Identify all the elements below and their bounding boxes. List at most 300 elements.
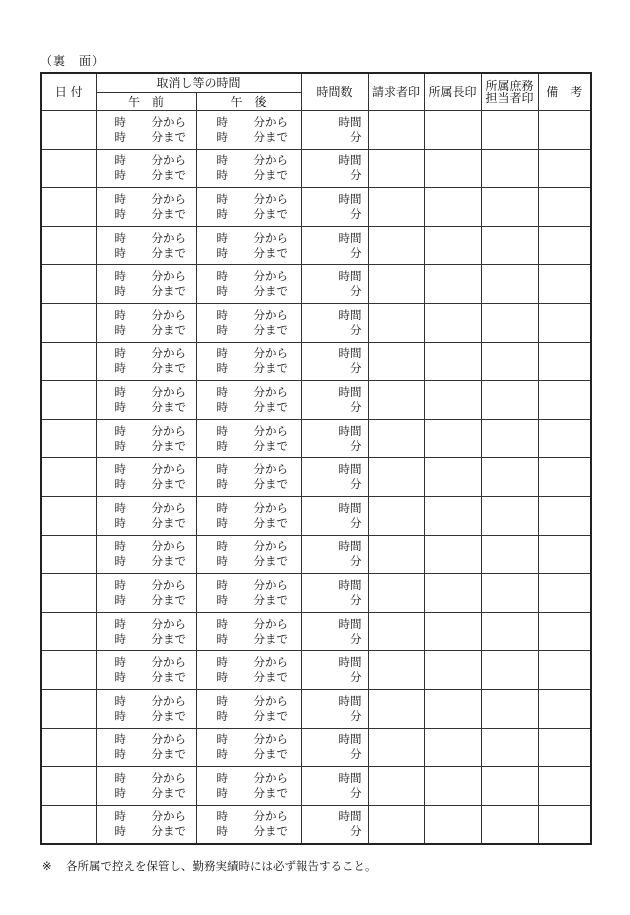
hour-unit: 時 (216, 384, 228, 399)
table-body (41, 111, 591, 844)
remarks-cell[interactable] (538, 342, 591, 381)
hour-unit: 時 (216, 747, 228, 762)
pm-time-cell[interactable] (196, 574, 301, 613)
minute-from-unit: 分から (151, 693, 186, 708)
requester-seal-cell[interactable] (368, 265, 424, 304)
hour-unit: 時 (114, 269, 126, 284)
dept-head-seal-cell[interactable] (424, 574, 481, 613)
table-row (41, 188, 591, 227)
dept-head-seal-cell[interactable] (424, 188, 481, 227)
requester-seal-cell[interactable] (368, 303, 424, 342)
time-to-line (197, 400, 301, 415)
pm-time-cell[interactable] (196, 381, 301, 420)
remarks-cell[interactable] (538, 535, 591, 574)
minute-to-unit: 分まで (151, 747, 186, 762)
dept-head-seal-cell[interactable] (424, 303, 481, 342)
am-time-cell[interactable] (96, 303, 196, 342)
hours-cell[interactable] (301, 226, 368, 265)
hour-unit: 時 (114, 747, 126, 762)
remarks-cell[interactable] (538, 767, 591, 806)
time-to-line (197, 207, 301, 222)
am-time-cell[interactable] (96, 728, 196, 767)
minute-to-unit: 分まで (253, 438, 288, 453)
admin-seal-cell[interactable] (481, 149, 538, 188)
minutes-unit: 分 (350, 438, 362, 453)
requester-seal-cell[interactable] (368, 689, 424, 728)
hours-unit: 時間 (338, 384, 362, 399)
minute-from-unit: 分から (151, 577, 186, 592)
hours-cell[interactable] (301, 458, 368, 497)
pm-time-cell[interactable] (196, 767, 301, 806)
minutes-unit: 分 (350, 708, 362, 723)
date-cell[interactable] (41, 496, 96, 535)
date-cell[interactable] (41, 149, 96, 188)
remarks-cell[interactable] (538, 574, 591, 613)
minute-to-unit: 分まで (253, 322, 288, 337)
minute-from-unit: 分から (253, 732, 288, 747)
table-row (41, 111, 591, 150)
time-from-line (197, 346, 301, 361)
hours-unit: 時間 (338, 307, 362, 322)
time-to-line (97, 786, 196, 801)
hours-cell[interactable] (301, 303, 368, 342)
minute-to-unit: 分まで (253, 206, 288, 221)
remarks-cell[interactable] (538, 728, 591, 767)
requester-seal-cell[interactable] (368, 381, 424, 420)
remarks-cell[interactable] (538, 265, 591, 304)
remarks-cell[interactable] (538, 149, 591, 188)
requester-seal-cell[interactable] (368, 188, 424, 227)
pm-time-cell[interactable] (196, 149, 301, 188)
hour-unit: 時 (216, 284, 228, 299)
time-to-line (97, 593, 196, 608)
date-cell[interactable] (41, 805, 96, 844)
dept-head-seal-cell[interactable] (424, 265, 481, 304)
date-cell[interactable] (41, 303, 96, 342)
minute-from-unit: 分から (151, 732, 186, 747)
minute-to-unit: 分まで (151, 554, 186, 569)
admin-seal-cell[interactable] (481, 381, 538, 420)
date-cell[interactable] (41, 111, 96, 150)
hours-cell[interactable] (301, 111, 368, 150)
admin-seal-cell[interactable] (481, 265, 538, 304)
minutes-unit: 分 (350, 322, 362, 337)
header-remarks: 備 考 (538, 73, 591, 111)
requester-seal-cell[interactable] (368, 149, 424, 188)
minute-to-unit: 分まで (151, 592, 186, 607)
requester-seal-cell[interactable] (368, 226, 424, 265)
minute-from-unit: 分から (151, 462, 186, 477)
time-to-line (197, 709, 301, 724)
requester-seal-cell[interactable] (368, 111, 424, 150)
hours-unit: 時間 (338, 230, 362, 245)
minute-from-unit: 分から (151, 770, 186, 785)
dept-head-seal-cell[interactable] (424, 612, 481, 651)
admin-seal-cell[interactable] (481, 188, 538, 227)
dept-head-seal-cell[interactable] (424, 728, 481, 767)
header-am: 午 前 (96, 93, 196, 111)
dept-head-seal-cell[interactable] (424, 458, 481, 497)
table-row (41, 574, 591, 613)
hour-unit: 時 (114, 307, 126, 322)
admin-seal-cell[interactable] (481, 767, 538, 806)
date-cell[interactable] (41, 342, 96, 381)
pm-time-cell[interactable] (196, 805, 301, 844)
time-to-line (97, 670, 196, 685)
pm-time-cell[interactable] (196, 188, 301, 227)
minute-from-unit: 分から (253, 230, 288, 245)
hour-unit: 時 (114, 462, 126, 477)
pm-time-cell[interactable] (196, 689, 301, 728)
hour-unit: 時 (114, 384, 126, 399)
hour-unit: 時 (216, 477, 228, 492)
remarks-cell[interactable] (538, 689, 591, 728)
hours-cell[interactable] (301, 419, 368, 458)
am-time-cell[interactable] (96, 226, 196, 265)
minute-to-unit: 分まで (253, 708, 288, 723)
am-time-cell[interactable] (96, 149, 196, 188)
time-to-line (97, 207, 196, 222)
pm-time-cell[interactable] (196, 342, 301, 381)
admin-seal-cell[interactable] (481, 535, 538, 574)
minute-to-unit: 分まで (151, 168, 186, 183)
pm-time-cell[interactable] (196, 535, 301, 574)
hours-cell[interactable] (301, 496, 368, 535)
admin-seal-cell[interactable] (481, 342, 538, 381)
minute-to-unit: 分まで (151, 129, 186, 144)
table-row (41, 728, 591, 767)
time-from-line (197, 809, 301, 824)
hours-cell[interactable] (301, 535, 368, 574)
hour-unit: 時 (114, 438, 126, 453)
admin-seal-cell[interactable] (481, 111, 538, 150)
remarks-cell[interactable] (538, 419, 591, 458)
minute-from-unit: 分から (253, 809, 288, 824)
remarks-cell[interactable] (538, 805, 591, 844)
am-time-cell[interactable] (96, 188, 196, 227)
hour-unit: 時 (114, 577, 126, 592)
requester-seal-cell[interactable] (368, 342, 424, 381)
remarks-cell[interactable] (538, 651, 591, 690)
time-to-line (97, 632, 196, 647)
minutes-unit: 分 (350, 824, 362, 839)
time-to-line (97, 361, 196, 376)
minutes-unit: 分 (350, 399, 362, 414)
dept-head-seal-cell[interactable] (424, 767, 481, 806)
time-from-line (97, 308, 196, 323)
am-time-cell[interactable] (96, 111, 196, 150)
dept-head-seal-cell[interactable] (424, 149, 481, 188)
date-cell[interactable] (41, 574, 96, 613)
dept-head-seal-cell[interactable] (424, 805, 481, 844)
date-cell[interactable] (41, 458, 96, 497)
date-cell[interactable] (41, 689, 96, 728)
page-side-label: （裏 面） (40, 54, 106, 68)
remarks-cell[interactable] (538, 458, 591, 497)
date-cell[interactable] (41, 265, 96, 304)
time-from-line (197, 732, 301, 747)
time-to-line (97, 554, 196, 569)
am-time-cell[interactable] (96, 574, 196, 613)
hour-unit: 時 (114, 809, 126, 824)
time-to-line (197, 747, 301, 762)
time-to-line (97, 168, 196, 183)
time-from-line (197, 115, 301, 130)
remarks-cell[interactable] (538, 111, 591, 150)
am-time-cell[interactable] (96, 381, 196, 420)
hour-unit: 時 (114, 770, 126, 785)
hour-unit: 時 (114, 477, 126, 492)
minute-from-unit: 分から (253, 500, 288, 515)
hours-unit: 時間 (338, 616, 362, 631)
minute-from-unit: 分から (253, 462, 288, 477)
hour-unit: 時 (114, 824, 126, 839)
time-to-line (197, 130, 301, 145)
time-from-line (197, 771, 301, 786)
am-time-cell[interactable] (96, 805, 196, 844)
admin-seal-cell[interactable] (481, 728, 538, 767)
minute-to-unit: 分まで (253, 168, 288, 183)
hour-unit: 時 (114, 245, 126, 260)
time-from-line (97, 694, 196, 709)
table-row (41, 226, 591, 265)
pm-time-cell[interactable] (196, 226, 301, 265)
time-from-line (97, 732, 196, 747)
time-from-line (97, 771, 196, 786)
table-row (41, 342, 591, 381)
dept-head-seal-cell[interactable] (424, 419, 481, 458)
dept-head-seal-cell[interactable] (424, 689, 481, 728)
minute-from-unit: 分から (151, 500, 186, 515)
dept-head-seal-cell[interactable] (424, 496, 481, 535)
requester-seal-cell[interactable] (368, 728, 424, 767)
dept-head-seal-cell[interactable] (424, 342, 481, 381)
hours-cell[interactable] (301, 767, 368, 806)
header-admin-seal (481, 73, 538, 111)
requester-seal-cell[interactable] (368, 535, 424, 574)
requester-seal-cell[interactable] (368, 574, 424, 613)
date-cell[interactable] (41, 419, 96, 458)
date-cell[interactable] (41, 188, 96, 227)
admin-seal-cell[interactable] (481, 689, 538, 728)
pm-time-cell[interactable] (196, 496, 301, 535)
time-from-line (97, 655, 196, 670)
admin-seal-cell[interactable] (481, 226, 538, 265)
am-time-cell[interactable] (96, 342, 196, 381)
hours-cell[interactable] (301, 381, 368, 420)
header-admin-seal-line1: 所属庶務 (485, 79, 534, 93)
hours-unit: 時間 (338, 577, 362, 592)
hours-cell[interactable] (301, 342, 368, 381)
pm-time-cell[interactable] (196, 303, 301, 342)
hour-unit: 時 (216, 322, 228, 337)
time-from-line (197, 424, 301, 439)
minute-from-unit: 分から (151, 384, 186, 399)
minute-to-unit: 分まで (151, 824, 186, 839)
table-row (41, 496, 591, 535)
footnote-mark: ※ (42, 859, 52, 873)
time-to-line (197, 323, 301, 338)
hour-unit: 時 (216, 515, 228, 530)
date-cell[interactable] (41, 651, 96, 690)
table-row (41, 689, 591, 728)
minute-from-unit: 分から (151, 153, 186, 168)
minute-to-unit: 分まで (151, 245, 186, 260)
pm-time-cell[interactable] (196, 651, 301, 690)
am-time-cell[interactable] (96, 689, 196, 728)
hour-unit: 時 (114, 785, 126, 800)
admin-seal-cell[interactable] (481, 303, 538, 342)
am-time-cell[interactable] (96, 767, 196, 806)
time-to-line (97, 284, 196, 299)
hour-unit: 時 (216, 114, 228, 129)
minute-from-unit: 分から (253, 770, 288, 785)
time-to-line (97, 323, 196, 338)
remarks-cell[interactable] (538, 612, 591, 651)
hour-unit: 時 (114, 539, 126, 554)
am-time-cell[interactable] (96, 458, 196, 497)
hours-unit: 時間 (338, 346, 362, 361)
requester-seal-cell[interactable] (368, 805, 424, 844)
am-time-cell[interactable] (96, 612, 196, 651)
table-row (41, 651, 591, 690)
table-row (41, 535, 591, 574)
admin-seal-cell[interactable] (481, 574, 538, 613)
am-time-cell[interactable] (96, 419, 196, 458)
hour-unit: 時 (114, 592, 126, 607)
am-time-cell[interactable] (96, 651, 196, 690)
date-cell[interactable] (41, 381, 96, 420)
date-cell[interactable] (41, 535, 96, 574)
hours-cell[interactable] (301, 651, 368, 690)
remarks-cell[interactable] (538, 303, 591, 342)
hours-unit: 時間 (338, 462, 362, 477)
minute-from-unit: 分から (151, 423, 186, 438)
time-to-line (97, 477, 196, 492)
date-cell[interactable] (41, 612, 96, 651)
table-row (41, 805, 591, 844)
remarks-cell[interactable] (538, 496, 591, 535)
time-from-line (197, 153, 301, 168)
minutes-unit: 分 (350, 554, 362, 569)
date-cell[interactable] (41, 728, 96, 767)
hours-cell[interactable] (301, 149, 368, 188)
minute-to-unit: 分まで (151, 515, 186, 530)
admin-seal-cell[interactable] (481, 805, 538, 844)
admin-seal-cell[interactable] (481, 419, 538, 458)
pm-time-cell[interactable] (196, 265, 301, 304)
minute-to-unit: 分まで (253, 554, 288, 569)
am-time-cell[interactable] (96, 265, 196, 304)
cancellation-time-table (40, 72, 592, 845)
minute-to-unit: 分まで (253, 515, 288, 530)
date-cell[interactable] (41, 767, 96, 806)
minute-to-unit: 分まで (253, 670, 288, 685)
dept-head-seal-cell[interactable] (424, 111, 481, 150)
header-requester-seal: 請求者印 (368, 73, 424, 111)
requester-seal-cell[interactable] (368, 458, 424, 497)
minute-to-unit: 分まで (253, 477, 288, 492)
am-time-cell[interactable] (96, 496, 196, 535)
requester-seal-cell[interactable] (368, 612, 424, 651)
hours-unit: 時間 (338, 732, 362, 747)
minutes-unit: 分 (350, 129, 362, 144)
remarks-cell[interactable] (538, 226, 591, 265)
admin-seal-cell[interactable] (481, 612, 538, 651)
minute-from-unit: 分から (151, 114, 186, 129)
hour-unit: 時 (216, 693, 228, 708)
dept-head-seal-cell[interactable] (424, 651, 481, 690)
header-cancel-time: 取消し等の時間 (96, 73, 301, 93)
time-from-line (97, 346, 196, 361)
hours-cell[interactable] (301, 805, 368, 844)
time-from-line (197, 539, 301, 554)
pm-time-cell[interactable] (196, 419, 301, 458)
time-from-line (197, 617, 301, 632)
time-from-line (197, 501, 301, 516)
pm-time-cell[interactable] (196, 458, 301, 497)
time-to-line (97, 709, 196, 724)
dept-head-seal-cell[interactable] (424, 226, 481, 265)
hour-unit: 時 (216, 500, 228, 515)
table-row (41, 767, 591, 806)
hour-unit: 時 (114, 191, 126, 206)
minute-from-unit: 分から (253, 384, 288, 399)
dept-head-seal-cell[interactable] (424, 535, 481, 574)
am-time-cell[interactable] (96, 535, 196, 574)
minute-from-unit: 分から (151, 230, 186, 245)
remarks-cell[interactable] (538, 381, 591, 420)
admin-seal-cell[interactable] (481, 458, 538, 497)
hours-cell[interactable] (301, 728, 368, 767)
hours-cell[interactable] (301, 188, 368, 227)
minute-to-unit: 分まで (151, 438, 186, 453)
pm-time-cell[interactable] (196, 612, 301, 651)
requester-seal-cell[interactable] (368, 496, 424, 535)
hour-unit: 時 (216, 346, 228, 361)
admin-seal-cell[interactable] (481, 651, 538, 690)
hours-cell[interactable] (301, 689, 368, 728)
hour-unit: 時 (216, 438, 228, 453)
minutes-unit: 分 (350, 245, 362, 260)
time-to-line (197, 246, 301, 261)
remarks-cell[interactable] (538, 188, 591, 227)
requester-seal-cell[interactable] (368, 767, 424, 806)
time-to-line (197, 632, 301, 647)
minutes-unit: 分 (350, 747, 362, 762)
requester-seal-cell[interactable] (368, 651, 424, 690)
table-row (41, 458, 591, 497)
pm-time-cell[interactable] (196, 728, 301, 767)
hours-cell[interactable] (301, 574, 368, 613)
hours-cell[interactable] (301, 612, 368, 651)
hours-cell[interactable] (301, 265, 368, 304)
minute-to-unit: 分まで (151, 284, 186, 299)
time-from-line (97, 617, 196, 632)
time-to-line (197, 593, 301, 608)
minute-from-unit: 分から (151, 809, 186, 824)
minute-to-unit: 分まで (151, 631, 186, 646)
hour-unit: 時 (114, 206, 126, 221)
hours-unit: 時間 (338, 500, 362, 515)
minute-from-unit: 分から (253, 307, 288, 322)
admin-seal-cell[interactable] (481, 496, 538, 535)
dept-head-seal-cell[interactable] (424, 381, 481, 420)
hour-unit: 時 (114, 114, 126, 129)
pm-time-cell[interactable] (196, 111, 301, 150)
date-cell[interactable] (41, 226, 96, 265)
requester-seal-cell[interactable] (368, 419, 424, 458)
